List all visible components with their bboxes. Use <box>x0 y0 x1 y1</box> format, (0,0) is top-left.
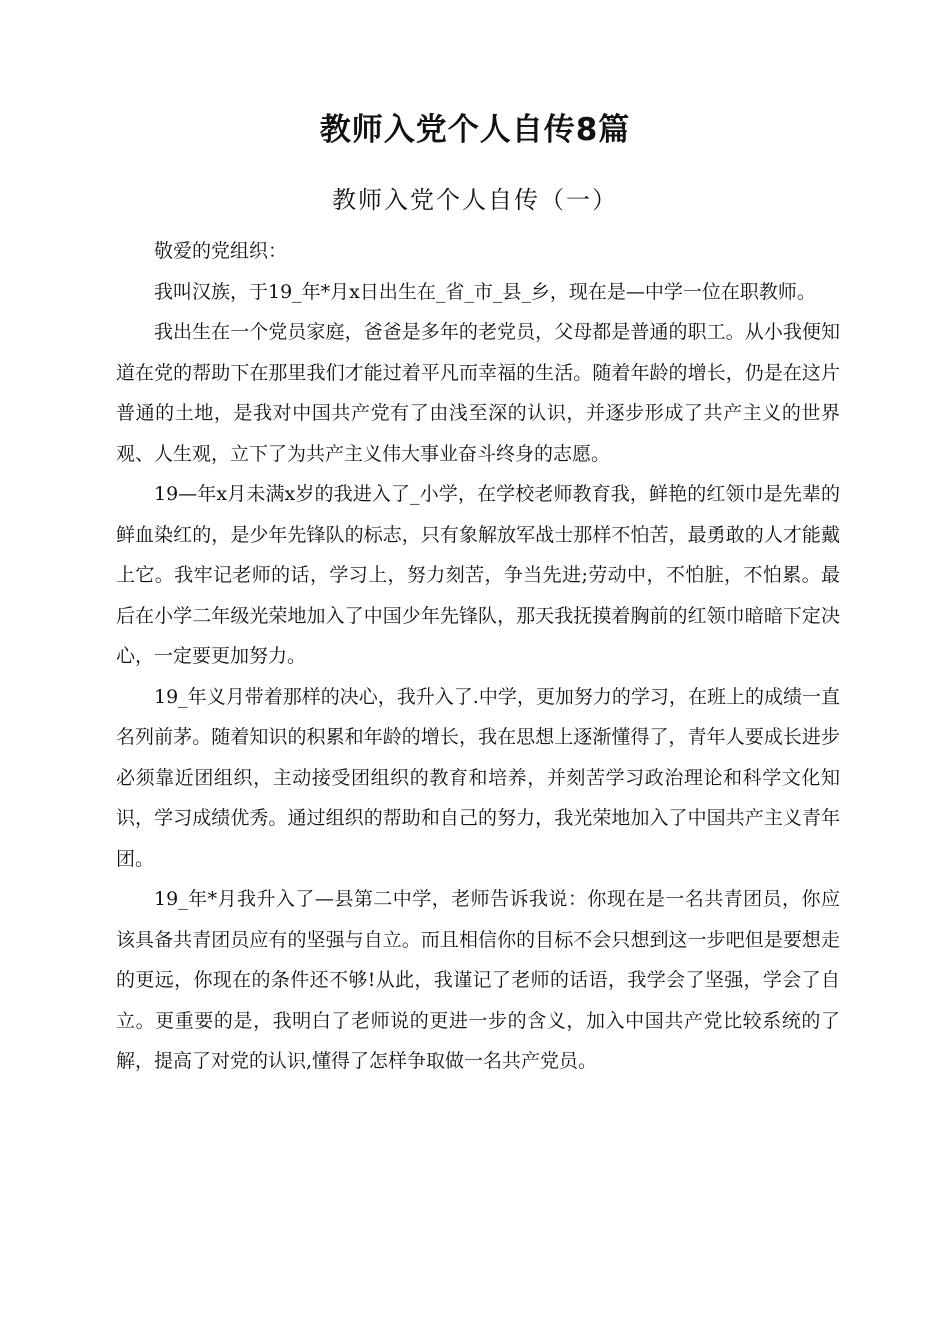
paragraph: 19_年*月我升入了—县第二中学，老师告诉我说：你现在是一名共青团员，你应该具备共青团员应有的坚强与自立。而且相信你的目标不会只想到这一步吧但是要想走的更远，你现在的条件还不够!从此，我谨记了老师的话语，我学会了坚强，学会了自立。更重要的是，我明白了老师说的更进一步的含义，加入中国共产党比较系统的了解，提高了对党的认识,懂得了怎样争取做一名共产党员。 <box>116 888 840 1072</box>
salutation: 敬爱的党组织： <box>154 240 288 262</box>
document-title: 教师入党个人自传8篇 <box>319 112 631 148</box>
section-title: 教师入党个人自传（一） <box>332 186 618 214</box>
paragraph: 我叫汉族，于19_年*月x日出生在_省_市_县_乡，现在是—中学一位在职教师。 <box>154 280 816 303</box>
document-body <box>116 231 840 1082</box>
paragraph: 19—年x月未满x岁的我进入了_小学，在学校老师教育我，鲜艳的红领巾是先辈的鲜血染红的，是少年先锋队的标志，只有象解放军战士那样不怕苦，最勇敢的人才能戴上它。我牢记老师的话，学习上，努力刻苦，争当先进;劳动中，不怕脏，不怕累。最后在小学二年级光荣地加入了中国少年先锋队，那天我抚摸着胸前的红领巾暗暗下定决心，一定要更加努力。 <box>116 483 840 667</box>
paragraph: 19_年义月带着那样的决心，我升入了.中学，更加努力的学习，在班上的成绩一直名列前茅。随着知识的积累和年龄的增长，我在思想上逐渐懂得了，青年人要成长进步必须靠近团组织，主动接受团组织的教育和培养，并刻苦学习政治理论和科学文化知识，学习成绩优秀。通过组织的帮助和自己的努力，我光荣地加入了中国共产主义青年团。 <box>116 685 840 870</box>
paragraph: 我出生在一个党员家庭，爸爸是多年的老党员，父母都是普通的职工。从小我便知道在党的帮助下在那里我们才能过着平凡而幸福的生活。随着年龄的增长，仍是在这片普通的土地，是我对中国共产党有了由浅至深的认识，并逐步形成了共产主义的世界观、人生观，立下了为共产主义伟大事业奋斗终身的志愿。 <box>116 321 840 465</box>
